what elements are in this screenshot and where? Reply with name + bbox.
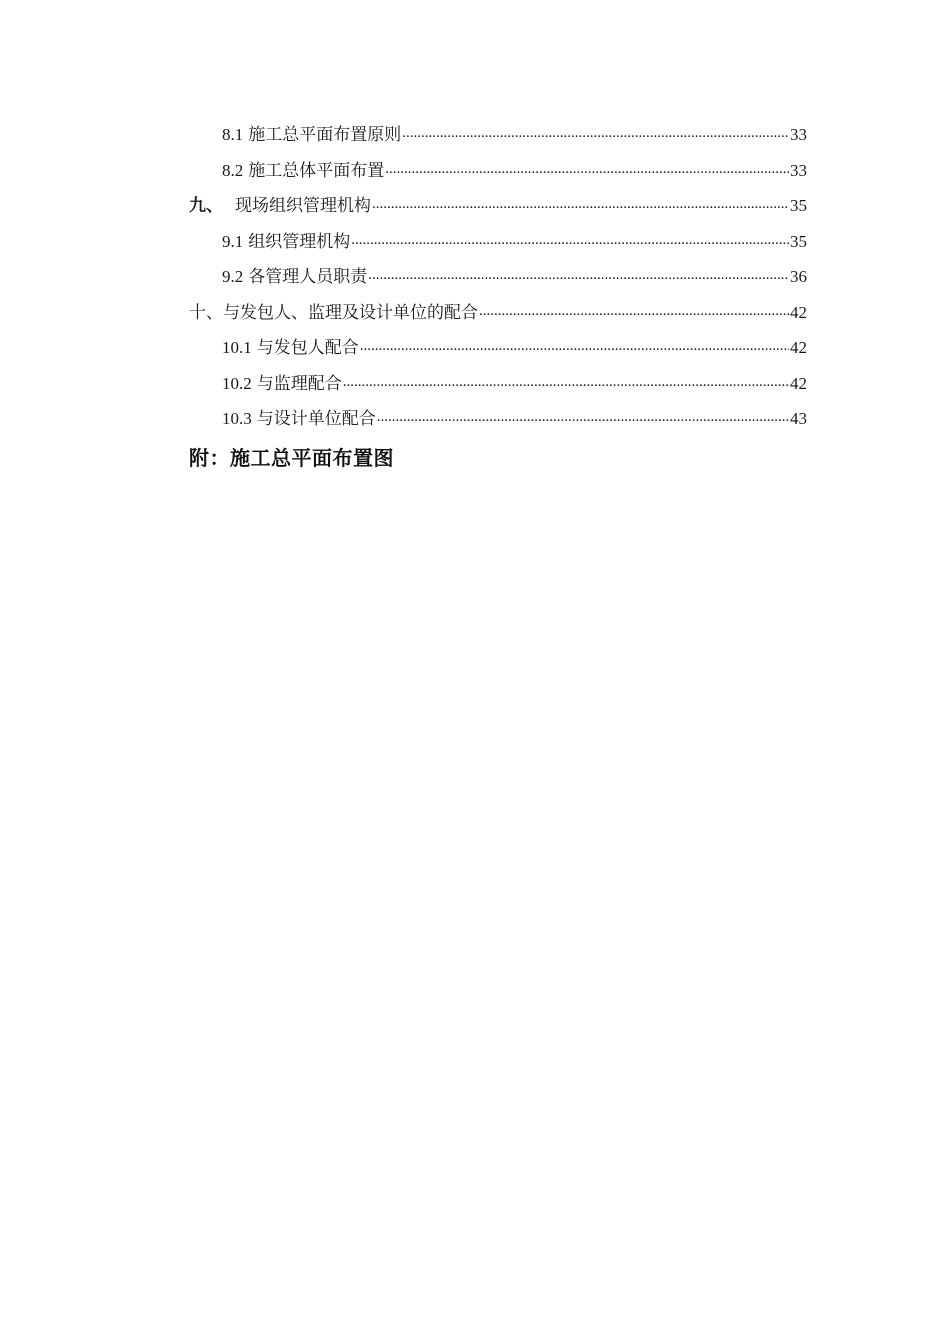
toc-entry-title: [222, 156, 384, 181]
toc-entry-8-2[interactable]: [189, 156, 807, 192]
toc-entry-10-1[interactable]: [189, 333, 807, 369]
toc-entry-chapter-10[interactable]: [189, 298, 807, 334]
toc-entry-title: [222, 227, 350, 252]
toc-entry-label: 施工总体平面布置: [248, 160, 385, 181]
toc-entry-label: 与监理配合: [256, 373, 342, 394]
toc-entry-label: 与设计单位配合: [256, 409, 376, 429]
toc-page-number: 33: [790, 160, 807, 180]
toc-page-number: 42: [790, 373, 807, 393]
toc-entry-number: 8.1: [222, 125, 244, 144]
toc-entry-label: 十、与发包人、监理及设计单位的配合: [189, 302, 478, 323]
toc-page-number: 35: [790, 231, 807, 251]
toc-entry-title: [222, 262, 367, 287]
appendix-heading: 附：施工总平面布置图: [189, 446, 394, 470]
toc-entry-number: 9.2: [222, 267, 244, 286]
toc-entry-number: 8.2: [222, 160, 244, 180]
toc-page-number: 36: [790, 267, 807, 286]
toc-entry-chapter-9[interactable]: [189, 191, 807, 227]
toc-entry-title: [222, 333, 359, 358]
toc-entry-8-1[interactable]: [189, 120, 807, 156]
toc-entry-9-1[interactable]: [189, 227, 807, 263]
toc-entry-title: [189, 191, 371, 216]
toc-page-number: 42: [790, 302, 807, 322]
toc-entry-number: 10.1: [222, 338, 252, 357]
toc-entry-label: 施工总平面布置原则: [248, 125, 402, 145]
toc-entry-9-2[interactable]: [189, 262, 807, 298]
toc-page-number: 33: [790, 125, 807, 144]
toc-page-number: 35: [790, 196, 807, 215]
toc-entry-title: [222, 404, 376, 429]
toc-entry-number: 9.1: [222, 231, 244, 251]
table-of-contents: [189, 120, 807, 440]
toc-entry-label: 各管理人员职责: [248, 267, 368, 287]
toc-entry-title: [222, 369, 342, 394]
toc-page-number: 43: [790, 409, 807, 428]
toc-page-number: 42: [790, 338, 807, 357]
dot-leader: [360, 336, 789, 353]
dot-leader: [372, 194, 789, 211]
dot-leader: [479, 301, 789, 318]
toc-entry-label: 与发包人配合: [256, 338, 359, 358]
dot-leader: [402, 123, 789, 140]
toc-entry-10-3[interactable]: [189, 404, 807, 440]
dot-leader: [343, 372, 789, 389]
dot-leader: [377, 407, 789, 424]
toc-chapter-number: 九、: [189, 196, 223, 216]
toc-entry-number: 10.3: [222, 409, 252, 428]
toc-entry-number: 10.2: [222, 373, 252, 393]
dot-leader: [385, 159, 789, 176]
toc-entry-title: [222, 120, 401, 145]
dot-leader: [351, 230, 789, 247]
dot-leader: [368, 265, 789, 282]
toc-entry-label: 现场组织管理机构: [235, 196, 371, 216]
toc-entry-10-2[interactable]: [189, 369, 807, 405]
toc-entry-label: 组织管理机构: [248, 231, 351, 252]
